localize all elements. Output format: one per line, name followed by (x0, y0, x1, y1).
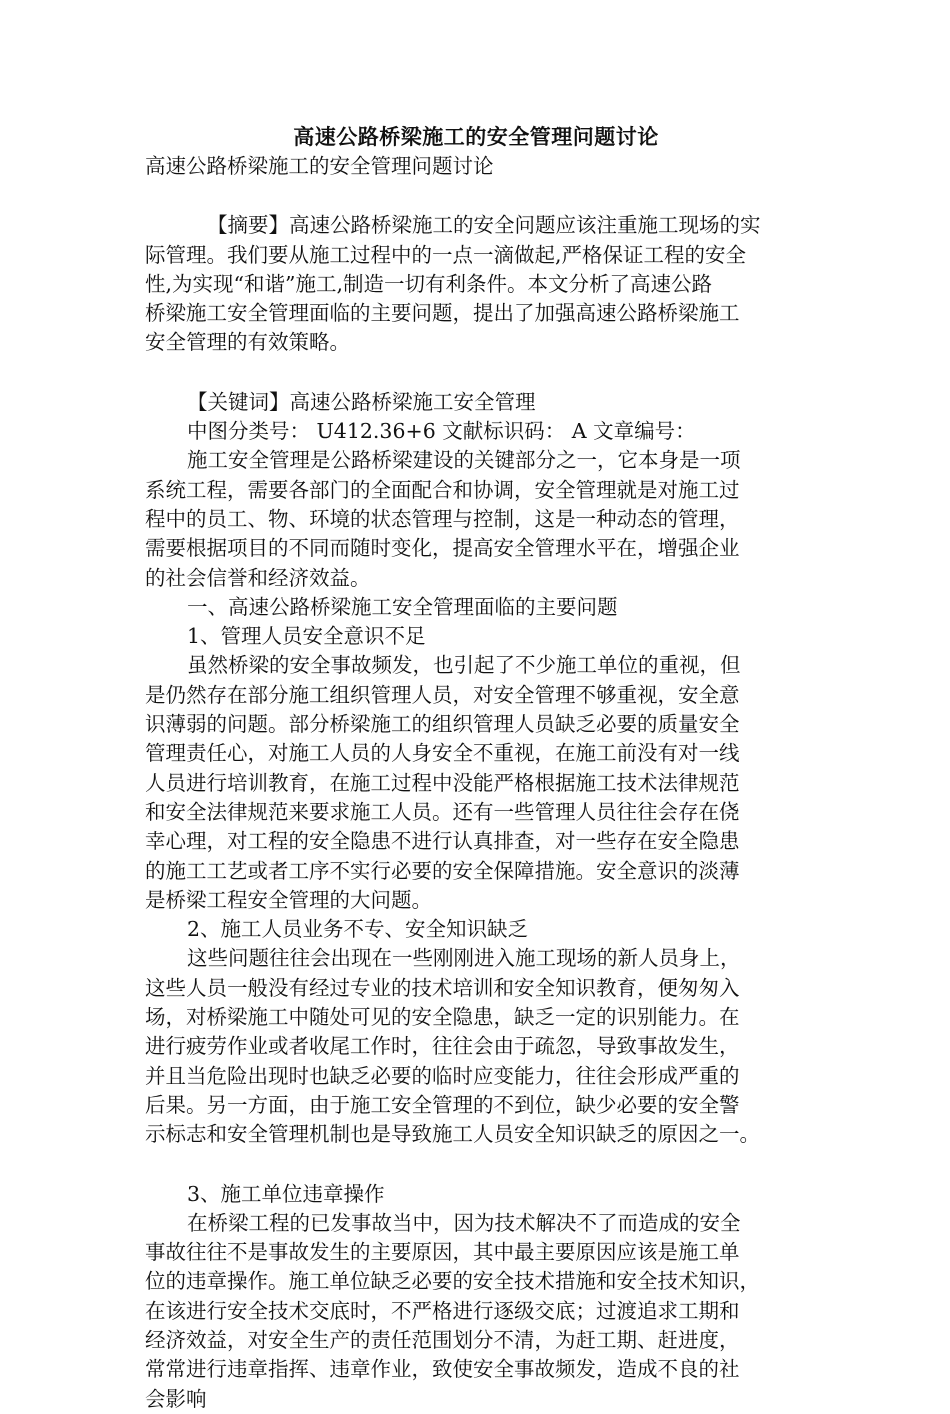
section-heading: 一、高速公路桥梁施工安全管理面临的主要问题 (187, 594, 618, 619)
abstract-line: 际管理。我们要从施工过程中的一点一滴做起,严格保证工程的安全 (145, 242, 747, 267)
abstract-block (145, 211, 807, 357)
subsection-1-body (145, 651, 807, 915)
body-line: 这些人员一般没有经过专业的技术培训和安全知识教育，便匆匆入 (145, 975, 740, 1000)
intro-block (145, 446, 807, 592)
intro-line: 需要根据项目的不同而随时变化，提高安全管理水平在，增强企业 (145, 536, 740, 561)
body-line: 和安全法律规范来要求施工人员。还有一些管理人员往往会存在侥 (145, 799, 740, 824)
document-body (145, 122, 807, 1414)
body-line: 在桥梁工程的已发事故当中，因为技术解决不了而造成的安全 (187, 1210, 741, 1235)
body-line: 事故往往不是事故发生的主要原因，其中最主要原因应该是施工单 (145, 1240, 740, 1265)
abstract-line: 安全管理的有效策略。 (145, 330, 350, 355)
body-line: 的施工工艺或者工序不实行必要的安全保障措施。安全意识的淡薄 (145, 858, 740, 883)
spacer (145, 358, 807, 388)
body-line: 这些问题往往会出现在一些刚刚进入施工现场的新人员身上， (187, 946, 741, 971)
intro-line: 系统工程，需要各部门的全面配合和协调，安全管理就是对施工过 (145, 477, 740, 502)
subsection-3-body (145, 1209, 807, 1414)
intro-line: 施工安全管理是公路桥梁建设的关键部分之一，它本身是一项 (187, 448, 741, 473)
subsection-heading: 3、施工单位违章操作 (187, 1181, 385, 1206)
keywords: 【关键词】高速公路桥梁施工安全管理 (187, 389, 536, 414)
body-line: 位的违章操作。施工单位缺乏必要的安全技术措施和安全技术知识， (145, 1269, 760, 1294)
body-line: 并且当危险出现时也缺乏必要的临时应变能力，往往会形成严重的 (145, 1063, 740, 1088)
intro-line: 程中的员工、物、环境的状态管理与控制，这是一种动态的管理， (145, 506, 740, 531)
body-line: 常常进行违章指挥、违章作业，致使安全事故频发，造成不良的社 (145, 1357, 740, 1382)
body-line: 会影响 (145, 1386, 207, 1411)
document-title: 高速公路桥梁施工的安全管理问题讨论 (293, 124, 659, 149)
body-line: 是桥梁工程安全管理的大问题。 (145, 887, 432, 912)
body-line: 示标志和安全管理机制也是导致施工人员安全知识缺乏的原因之一。 (145, 1122, 760, 1147)
subsection-heading: 2、施工人员业务不专、安全知识缺乏 (187, 917, 529, 942)
body-line: 后果。另一方面，由于施工安全管理的不到位，缺少必要的安全警 (145, 1092, 740, 1117)
body-line: 管理责任心，对施工人员的人身安全不重视，在施工前没有对一线 (145, 741, 740, 766)
subsection-heading: 1、管理人员安全意识不足 (187, 624, 426, 649)
body-line: 场，对桥梁施工中随处可见的安全隐患，缺乏一定的识别能力。在 (145, 1005, 740, 1030)
body-line: 在该进行安全技术交底时，不严格进行逐级交底；过渡追求工期和 (145, 1298, 740, 1323)
spacer (145, 1150, 807, 1180)
subsection-2-body (145, 944, 807, 1149)
body-line: 经济效益，对安全生产的责任范围划分不清，为赶工期、赶进度， (145, 1327, 740, 1352)
abstract-line: 【摘要】高速公路桥梁施工的安全问题应该注重施工现场的实 (207, 213, 761, 238)
intro-line: 的社会信誉和经济效益。 (145, 565, 371, 590)
abstract-line: 性,为实现“和谐”施工,制造一切有利条件。本文分析了高速公路 (145, 271, 712, 296)
body-line: 识薄弱的问题。部分桥梁施工的组织管理人员缺乏必要的质量安全 (145, 712, 740, 737)
body-line: 进行疲劳作业或者收尾工作时，往往会由于疏忽，导致事故发生， (145, 1034, 740, 1059)
abstract-line: 桥梁施工安全管理面临的主要问题，提出了加强高速公路桥梁施工 (145, 301, 740, 326)
classification-line: 中图分类号： U412.36+6 文献标识码： A 文章编号： (187, 419, 696, 444)
body-line: 幸心理，对工程的安全隐患不进行认真排查，对一些存在安全隐患 (145, 829, 740, 854)
body-line: 是仍然存在部分施工组织管理人员，对安全管理不够重视，安全意 (145, 682, 740, 707)
body-line: 人员进行培训教育，在施工过程中没能严格根据施工技术法律规范 (145, 770, 740, 795)
document-subtitle: 高速公路桥梁施工的安全管理问题讨论 (145, 154, 494, 178)
body-line: 虽然桥梁的安全事故频发，也引起了不少施工单位的重视，但 (187, 653, 741, 678)
spacer (145, 181, 807, 211)
